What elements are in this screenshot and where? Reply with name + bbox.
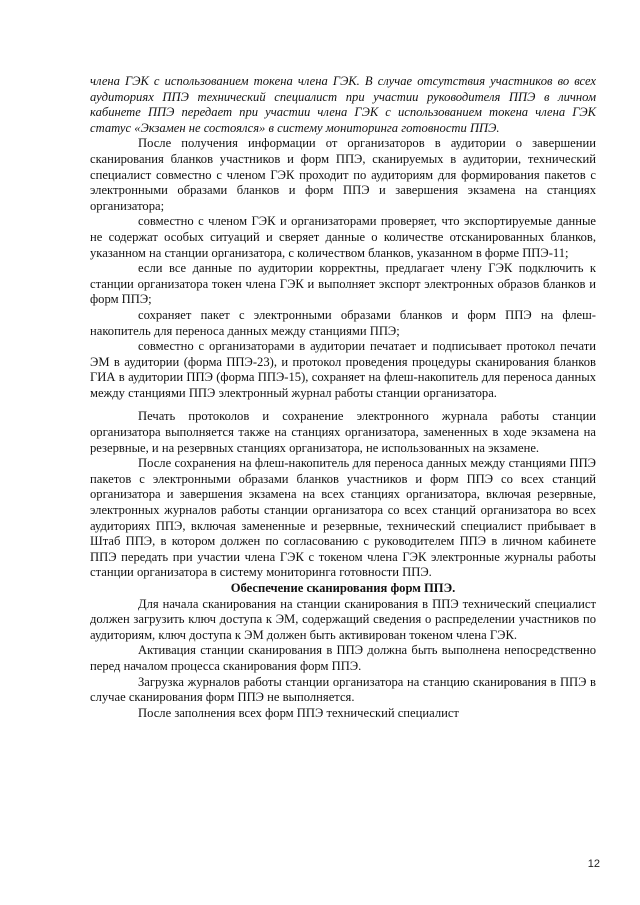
body-paragraph: После сохранения на флеш-накопитель для переноса данных между станциями ППЭ пакетов с электронными образами бланков участников и форм ППЭ со всех станций организатора и завершения экзамена на всех станциях организатора, включая резервные, электронных журналов работы станции организатора со всех станций организатора во всех аудиториях ППЭ, включая замененные и резервные, технический специалист прибывает в Штаб ППЭ, в котором должен по согласованию с руководителем ППЭ в личном кабинете ППЭ передать при участии члена ГЭК с токеном члена ГЭК электронные журналы работы станции организатора в систему мониторинга готовности ППЭ. xyxy=(90,456,596,580)
body-paragraph: совместно с членом ГЭК и организаторами проверяет, что экспортируемые данные не содержат особых ситуаций и сверяет данные о количестве отсканированных бланков, указанном на станции организатора, с количеством бланков, указанном в форме ППЭ-11; xyxy=(90,214,596,260)
document-body xyxy=(90,74,596,721)
body-paragraph: После получения информации от организаторов в аудитории о завершении сканирования бланков участников и форм ППЭ, сканируемых в аудитории, технический специалист совместно с членом ГЭК проходит по аудиториям для формирования пакетов с электронными образами бланков и форм ППЭ и завершения экзамена на станциях организатора; xyxy=(90,136,596,213)
body-paragraph: если все данные по аудитории корректны, предлагает члену ГЭК подключить к станции организатора токен члена ГЭК и выполняет экспорт электронных образов бланков и форм ППЭ; xyxy=(90,261,596,307)
body-paragraph: После заполнения всех форм ППЭ технический специалист xyxy=(138,705,459,720)
intro-paragraph: члена ГЭК с использованием токена члена ГЭК. В случае отсутствия участников во всех аудиториях ППЭ технический специалист при участии руководителя ППЭ в личном кабинете ППЭ передает при участии члена ГЭК с использованием токена члена ГЭК статус «Экзамен не состоялся» в систему мониторинга готовности ППЭ. xyxy=(90,74,596,135)
body-paragraph: Печать протоколов и сохранение электронного журнала работы станции организатора выполняется также на станциях организатора, замененных в ходе экзамена на резервные, и на резервных станциях организатора, не использованных на экзамене. xyxy=(90,409,596,455)
body-paragraph: сохраняет пакет с электронными образами бланков и форм ППЭ на флеш-накопитель для переноса данных между станциями ППЭ; xyxy=(90,307,596,338)
section-heading: Обеспечение сканирования форм ППЭ. xyxy=(230,581,456,595)
page-number: 12 xyxy=(587,858,600,870)
body-paragraph: Загрузка журналов работы станции организатора на станцию сканирования в ППЭ в случае сканирования форм ППЭ не выполняется. xyxy=(90,674,596,705)
body-paragraph: Для начала сканирования на станции сканирования в ППЭ технический специалист должен загрузить ключ доступа к ЭМ, содержащий сведения о распределении участников по аудиториям, ключ доступа к ЭМ должен быть активирован токеном члена ГЭК. xyxy=(90,596,596,642)
body-paragraph: совместно с организаторами в аудитории печатает и подписывает протокол печати ЭМ в аудитории (форма ППЭ-23), и протокол проведения процедуры сканирования бланков ГИА в аудитории ППЭ (форма ППЭ-15), сохраняет на флеш-накопитель для переноса данных между станциями ППЭ электронный журнал работы станции организатора. xyxy=(90,339,596,400)
body-paragraph: Активация станции сканирования в ППЭ должна быть выполнена непосредственно перед началом процесса сканирования форм ППЭ. xyxy=(90,643,596,673)
